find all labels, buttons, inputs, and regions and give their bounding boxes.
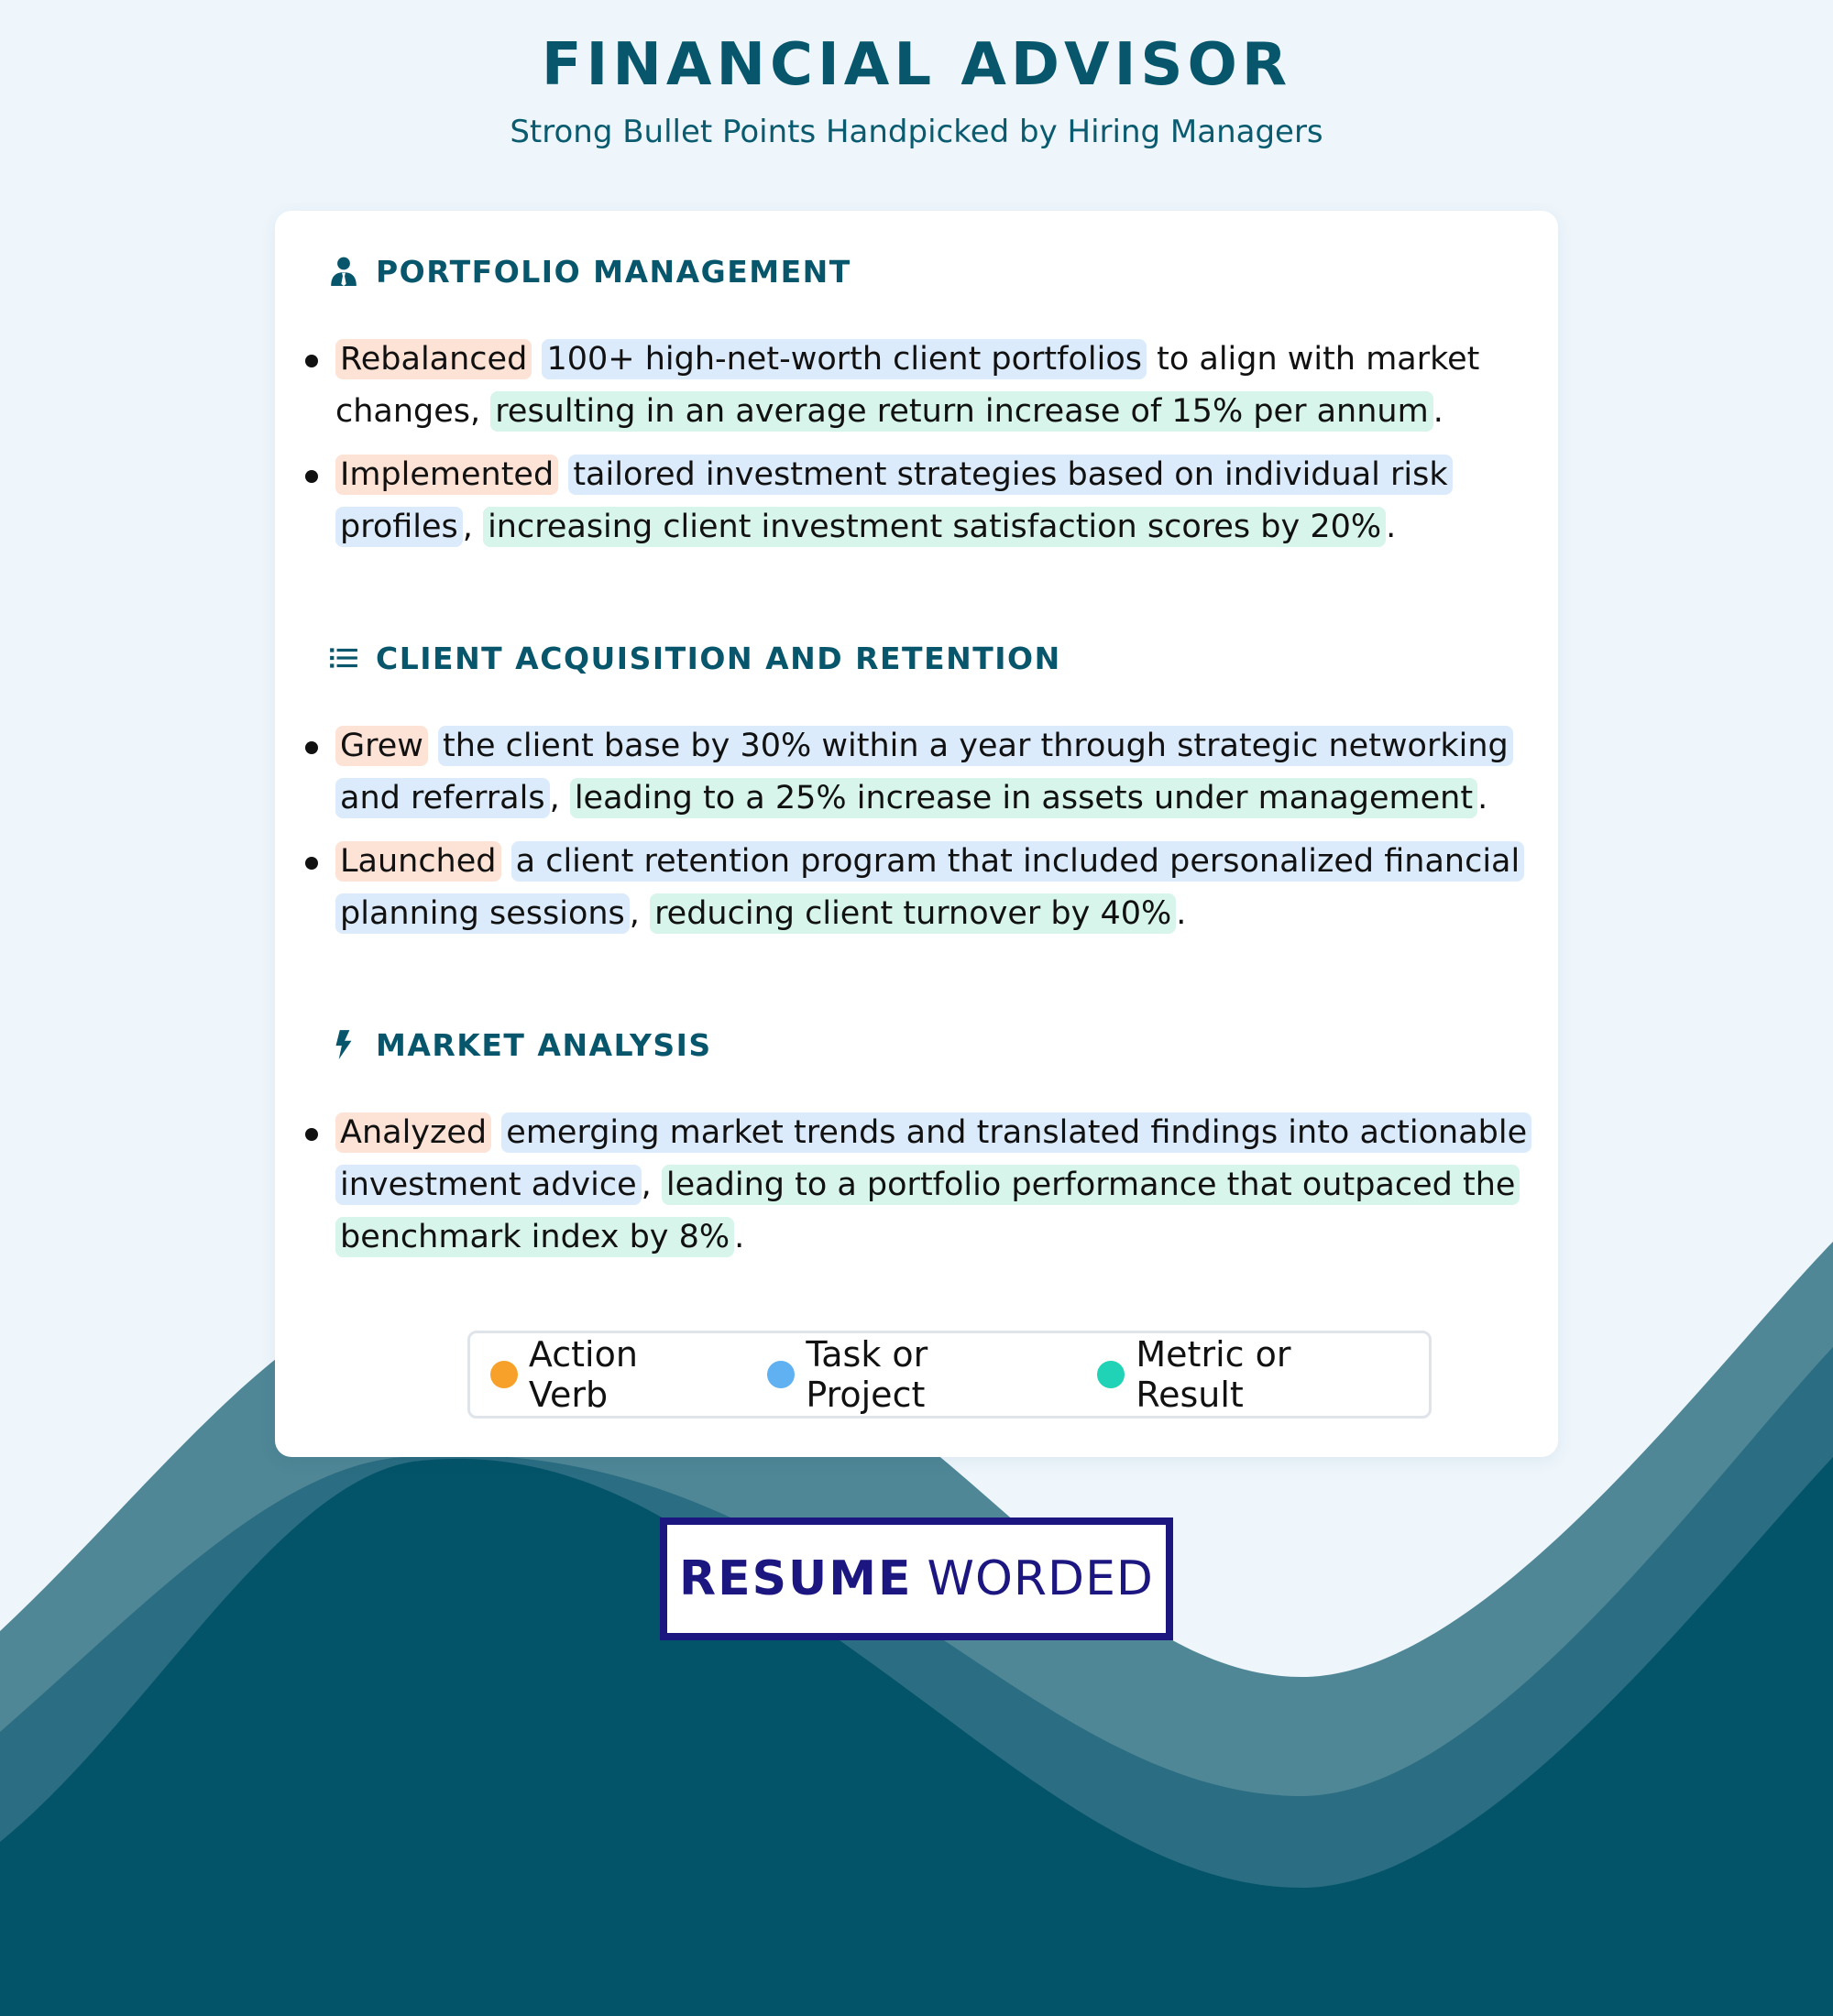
highlight-task: emerging market trends and translated findings into actionable investment advice [335,1112,1531,1205]
legend-label: Task or Project [806,1334,928,1415]
legend-item-metric-or-result [1097,1334,1409,1415]
highlight-task: the client base by 30% within a year through strategic networking and referrals [335,726,1513,818]
highlight-action: Analyzed [335,1112,491,1153]
bullet-text: . [1477,780,1488,816]
bullet-text: . [734,1219,745,1255]
logo-bold-text: RESUME [679,1551,913,1606]
bullet-text: , [641,1167,662,1203]
legend-item-action-verb [490,1334,727,1415]
bullet-text [558,456,568,493]
highlight-action: Implemented [335,455,558,495]
bullet-text: , [549,780,570,816]
bullet-text: . [1386,509,1397,545]
bullet-item [302,334,1535,438]
section-header [328,249,851,293]
page-subtitle: Strong Bullet Points Handpicked by Hiring Managers [510,114,1323,150]
highlight-action: Grew [335,726,428,766]
bullet-text: . [1432,393,1443,430]
highlight-action: Launched [335,841,501,882]
bullet-item [302,720,1535,825]
bullet-text: , [629,895,651,932]
person-tie-icon [328,256,359,287]
bullet-item [302,836,1535,940]
bullet-text: to align with market changes, [335,341,1480,430]
bullet-text: . [1176,895,1187,932]
bullet-item [302,1107,1535,1264]
highlight-task: tailored investment strategies based on individual risk profiles [335,455,1453,547]
section-header [328,1023,712,1067]
bullet-text [501,843,511,880]
bullet-text [491,1114,501,1151]
section-title: PORTFOLIO MANAGEMENT [376,253,851,290]
page-title: FINANCIAL ADVISOR [541,31,1292,99]
bullet-text [428,728,438,764]
bullet-list [302,1107,1535,1275]
legend-label: Metric or Result [1136,1334,1291,1415]
highlight-metric: resulting in an average return increase of 15% per annum [490,391,1432,432]
section-title: CLIENT ACQUISITION AND RETENTION [376,640,1061,676]
legend-dot [490,1361,518,1388]
highlight-task: 100+ high-net-worth client portfolios [542,339,1147,379]
highlight-metric: leading to a 25% increase in assets under management [570,778,1477,818]
legend-dot [767,1361,795,1388]
highlight-metric: reducing client turnover by 40% [650,893,1176,934]
bullet-list [302,720,1535,951]
section-header [328,636,1061,680]
bullet-item [302,449,1535,553]
resume-worded-logo[interactable] [660,1517,1173,1640]
bullet-points-card [275,211,1558,1457]
bullet-text: , [462,509,484,545]
highlight-metric: increasing client investment satisfaction scores by 20% [483,507,1386,547]
highlight-metric: leading to a portfolio performance that outpaced the benchmark index by 8% [335,1165,1520,1257]
section-title: MARKET ANALYSIS [376,1026,712,1063]
bullet-text [532,341,542,378]
legend-item-task-or-project [767,1334,1057,1415]
legend-dot [1097,1361,1125,1388]
list-icon [328,642,359,674]
highlight-legend [467,1331,1432,1419]
legend-label: Action Verb [528,1334,638,1415]
lightning-bolt-icon [328,1029,359,1060]
highlight-task: a client retention program that included personalized financial planning sessions [335,841,1524,934]
highlight-action: Rebalanced [335,339,532,379]
bullet-list [302,334,1535,564]
logo-light-text: WORDED [927,1551,1154,1606]
